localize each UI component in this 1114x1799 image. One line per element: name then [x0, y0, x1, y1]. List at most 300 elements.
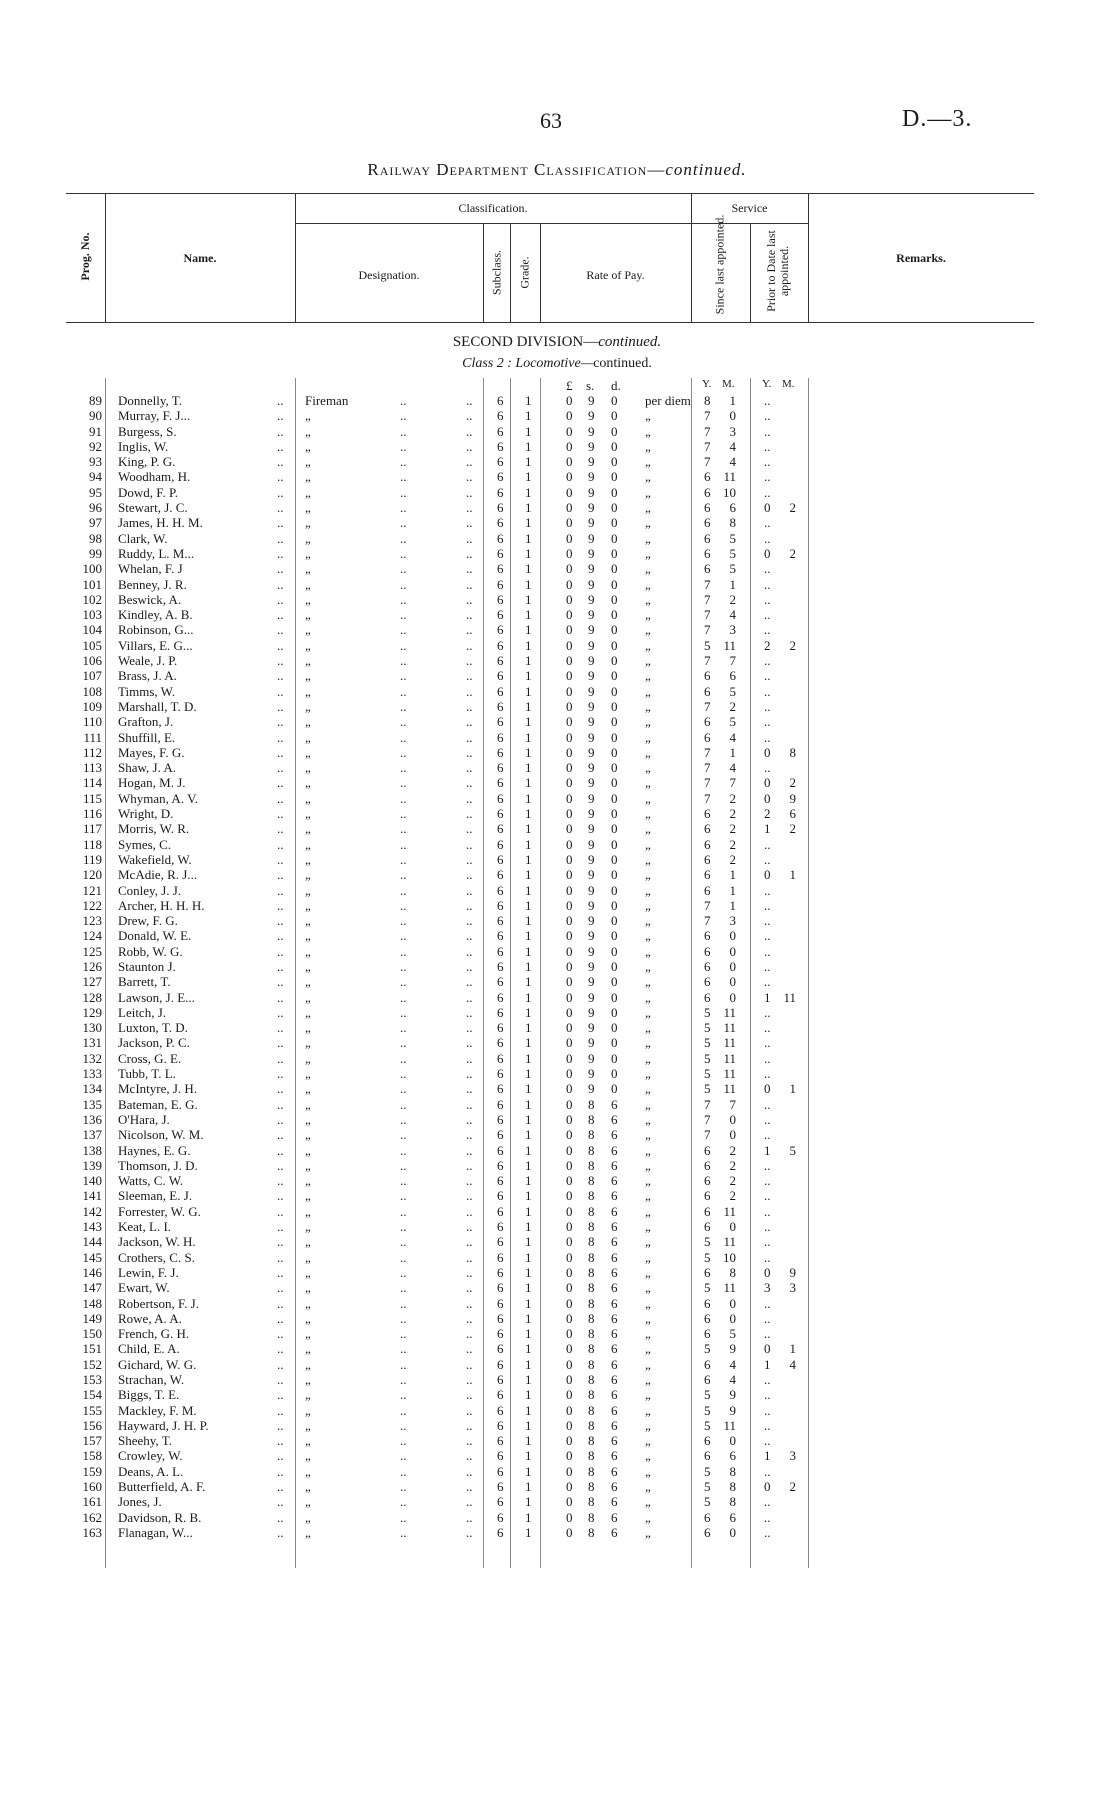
prog-no-cell: 163 — [82, 1524, 102, 1540]
shillings-cell: 8 — [588, 1356, 595, 1372]
name-cell: Butterfield, A. F. — [118, 1479, 206, 1495]
leader-dots: .. — [277, 913, 284, 929]
leader-dots: .. — [466, 760, 473, 776]
leader-dots: .. — [400, 1417, 407, 1433]
leader-dots: .. — [277, 1127, 284, 1143]
since-months-cell: 11 — [723, 637, 736, 653]
prog-no-cell: 89 — [89, 393, 102, 408]
pence-cell: 6 — [611, 1219, 618, 1235]
pence-cell: 6 — [611, 1127, 618, 1143]
since-years-cell: 7 — [704, 698, 711, 714]
prior-years-cell: 1 — [764, 1142, 771, 1158]
rate-period-cell: „ — [645, 775, 651, 791]
name-cell: Mackley, F. M. — [118, 1402, 197, 1418]
table-row — [0, 867, 1114, 882]
grade-cell: 1 — [525, 484, 532, 500]
since-years-cell: 6 — [704, 928, 711, 944]
pence-unit: d. — [611, 378, 621, 393]
leader-dots: .. — [466, 1004, 473, 1020]
header-bottom-rule — [66, 322, 1034, 323]
leader-dots: .. — [466, 836, 473, 852]
prior-years-cell: .. — [764, 530, 771, 546]
prog-no-cell: 161 — [82, 1494, 102, 1510]
name-cell: Stewart, J. C. — [118, 500, 188, 516]
designation-cell: „ — [305, 1035, 311, 1051]
since-years-cell: 5 — [704, 1341, 711, 1357]
leader-dots: .. — [466, 515, 473, 531]
rate-period-cell: „ — [645, 1479, 651, 1495]
since-years-cell: 5 — [704, 1035, 711, 1051]
designation-cell: „ — [305, 974, 311, 990]
since-months-cell: 8 — [729, 1479, 736, 1495]
prior-years-cell: 0 — [764, 1081, 771, 1097]
leader-dots: .. — [466, 408, 473, 424]
pence-cell: 0 — [611, 1081, 618, 1097]
designation-cell: „ — [305, 438, 311, 454]
designation-cell: „ — [305, 1050, 311, 1066]
shillings-cell: 8 — [588, 1387, 595, 1403]
pounds-cell: 0 — [566, 760, 573, 776]
grade-cell: 1 — [525, 851, 532, 867]
rate-period-cell: „ — [645, 989, 651, 1005]
name-cell: Hogan, M. J. — [118, 775, 186, 791]
designation-cell: „ — [305, 821, 311, 837]
table-row — [0, 500, 1114, 515]
rate-period-cell: „ — [645, 760, 651, 776]
designation-cell: „ — [305, 1509, 311, 1525]
designation-cell: „ — [305, 1219, 311, 1235]
pounds-cell: 0 — [566, 561, 573, 577]
leader-dots: .. — [466, 913, 473, 929]
prog-no-cell: 120 — [82, 867, 102, 883]
prior-years-cell: 0 — [764, 1341, 771, 1357]
shillings-cell: 9 — [588, 867, 595, 883]
rate-period-cell: „ — [645, 500, 651, 516]
prior-years-cell: .. — [764, 1387, 771, 1403]
prior-years-cell: 3 — [764, 1280, 771, 1296]
leader-dots: .. — [277, 591, 284, 607]
since-years-cell: 6 — [704, 974, 711, 990]
shillings-cell: 8 — [588, 1372, 595, 1387]
grade-cell: 1 — [525, 545, 532, 561]
rate-period-cell: „ — [645, 515, 651, 531]
leader-dots: .. — [400, 1050, 407, 1066]
leader-dots: .. — [466, 1494, 473, 1510]
since-years-cell: 6 — [704, 821, 711, 837]
grade-cell: 1 — [525, 576, 532, 592]
subclass-cell: 6 — [497, 1035, 504, 1051]
pence-cell: 0 — [611, 790, 618, 806]
grade-cell: 1 — [525, 1035, 532, 1051]
pence-cell: 6 — [611, 1234, 618, 1250]
subclass-cell: 6 — [497, 1004, 504, 1020]
since-months-cell: 2 — [729, 1142, 736, 1158]
rate-period-cell: „ — [645, 1310, 651, 1326]
subclass-cell: 6 — [497, 683, 504, 699]
since-months-cell: 0 — [729, 1433, 736, 1449]
name-cell: Rowe, A. A. — [118, 1310, 182, 1326]
leader-dots: .. — [466, 1020, 473, 1036]
since-years-cell: 8 — [704, 393, 711, 408]
prior-years-cell: .. — [764, 974, 771, 990]
leader-dots: .. — [277, 653, 284, 669]
since-years-cell: 5 — [704, 1020, 711, 1036]
prog-no-cell: 92 — [89, 438, 102, 454]
shillings-cell: 9 — [588, 576, 595, 592]
table-row — [0, 1005, 1114, 1020]
leader-dots: .. — [466, 1310, 473, 1326]
leader-dots: .. — [277, 561, 284, 577]
table-row — [0, 469, 1114, 484]
since-years-cell: 5 — [704, 1050, 711, 1066]
since-years-cell: 6 — [704, 1509, 711, 1525]
table-row — [0, 393, 1114, 408]
leader-dots: .. — [466, 1356, 473, 1372]
section-title — [0, 334, 1114, 351]
leader-dots: .. — [400, 760, 407, 776]
pence-cell: 6 — [611, 1157, 618, 1173]
prior-years-cell: .. — [764, 1127, 771, 1143]
prog-no-cell: 119 — [82, 851, 102, 867]
table-row — [0, 990, 1114, 1005]
prior-months-cell: 6 — [789, 806, 796, 822]
designation-cell: „ — [305, 1264, 311, 1280]
prior-years-cell: .. — [764, 1157, 771, 1173]
shillings-cell: 9 — [588, 653, 595, 669]
since-months-cell: 6 — [729, 1448, 736, 1464]
subclass-cell: 6 — [497, 1203, 504, 1219]
leader-dots: .. — [466, 576, 473, 592]
grade-cell: 1 — [525, 653, 532, 669]
shillings-cell: 9 — [588, 683, 595, 699]
prog-no-cell: 108 — [82, 683, 102, 699]
pounds-cell: 0 — [566, 729, 573, 745]
pounds-cell: 0 — [566, 1479, 573, 1495]
designation-cell: „ — [305, 500, 311, 516]
table-row — [0, 408, 1114, 423]
since-months-cell: 0 — [729, 1111, 736, 1127]
prior-years-cell: 0 — [764, 1479, 771, 1495]
header-top-rule — [66, 193, 1034, 194]
table-row — [0, 1326, 1114, 1341]
subclass-cell: 6 — [497, 591, 504, 607]
shillings-cell: 9 — [588, 637, 595, 653]
prior-months-cell: 3 — [789, 1448, 796, 1464]
designation-cell: „ — [305, 1020, 311, 1036]
months-unit: M. — [722, 378, 735, 390]
leader-dots: .. — [277, 469, 284, 485]
shillings-unit: s. — [586, 378, 595, 393]
prog-no-cell: 140 — [82, 1173, 102, 1189]
rate-period-cell: „ — [645, 928, 651, 944]
rate-period-cell: „ — [645, 1066, 651, 1082]
shillings-cell: 9 — [588, 1066, 595, 1082]
name-cell: Brass, J. A. — [118, 668, 177, 684]
leader-dots: .. — [277, 1448, 284, 1464]
pence-cell: 0 — [611, 821, 618, 837]
shillings-cell: 9 — [588, 515, 595, 531]
since-months-cell: 4 — [729, 729, 736, 745]
leader-dots: .. — [277, 882, 284, 898]
shillings-cell: 9 — [588, 958, 595, 974]
leader-dots: .. — [400, 622, 407, 638]
designation-cell: „ — [305, 622, 311, 638]
since-months-cell: 0 — [729, 958, 736, 974]
subclass-cell: 6 — [497, 760, 504, 776]
months-unit-2: M. — [782, 378, 795, 390]
prog-no-cell: 162 — [82, 1509, 102, 1525]
leader-dots: .. — [400, 943, 407, 959]
designation-cell: „ — [305, 1004, 311, 1020]
pence-cell: 0 — [611, 1066, 618, 1082]
rate-period-cell: „ — [645, 469, 651, 485]
pounds-cell: 0 — [566, 836, 573, 852]
name-cell: Symes, C. — [118, 836, 172, 852]
subclass-cell: 6 — [497, 1295, 504, 1311]
prog-no-cell: 158 — [82, 1448, 102, 1464]
grade-cell: 1 — [525, 1448, 532, 1464]
designation-cell: „ — [305, 1341, 311, 1357]
rate-period-cell: „ — [645, 1433, 651, 1449]
since-months-cell: 9 — [729, 1387, 736, 1403]
since-months-cell: 11 — [723, 1020, 736, 1036]
designation-cell: Fireman — [305, 393, 349, 408]
pence-cell: 0 — [611, 653, 618, 669]
rate-period-cell: „ — [645, 1188, 651, 1204]
pounds-cell: 0 — [566, 775, 573, 791]
leader-dots: .. — [466, 1402, 473, 1418]
prior-years-cell: 1 — [764, 1448, 771, 1464]
since-years-cell: 6 — [704, 1326, 711, 1342]
rate-period-cell: „ — [645, 1417, 651, 1433]
shillings-cell: 8 — [588, 1142, 595, 1158]
table-row — [0, 424, 1114, 439]
table-row — [0, 883, 1114, 898]
designation-cell: „ — [305, 1081, 311, 1097]
pounds-cell: 0 — [566, 821, 573, 837]
pounds-cell: 0 — [566, 1341, 573, 1357]
header-divider — [483, 223, 484, 322]
table-row — [0, 1234, 1114, 1249]
class-name: Locomotive— — [515, 356, 594, 371]
leader-dots: .. — [466, 1249, 473, 1265]
shillings-cell: 8 — [588, 1234, 595, 1250]
pounds-cell: 0 — [566, 1356, 573, 1372]
since-months-cell: 10 — [723, 484, 736, 500]
leader-dots: .. — [466, 1234, 473, 1250]
grade-cell: 1 — [525, 530, 532, 546]
leader-dots: .. — [400, 1310, 407, 1326]
prog-no-cell: 123 — [82, 913, 102, 929]
subclass-cell: 6 — [497, 1280, 504, 1296]
prior-years-cell: .. — [764, 1066, 771, 1082]
table-row — [0, 1494, 1114, 1509]
grade-cell: 1 — [525, 607, 532, 623]
pence-cell: 0 — [611, 637, 618, 653]
service-header: Service — [731, 201, 768, 215]
leader-dots: .. — [400, 821, 407, 837]
subclass-cell: 6 — [497, 897, 504, 913]
prog-no-cell: 113 — [82, 760, 102, 776]
pounds-cell: 0 — [566, 500, 573, 516]
grade-cell: 1 — [525, 438, 532, 454]
prior-years-cell: .. — [764, 1096, 771, 1112]
leader-dots: .. — [400, 469, 407, 485]
leader-dots: .. — [400, 1081, 407, 1097]
designation-cell: „ — [305, 515, 311, 531]
shillings-cell: 8 — [588, 1524, 595, 1540]
subclass-cell: 6 — [497, 545, 504, 561]
since-months-cell: 11 — [723, 469, 736, 485]
rate-period-cell: „ — [645, 1020, 651, 1036]
since-months-cell: 7 — [729, 775, 736, 791]
since-years-cell: 6 — [704, 1219, 711, 1235]
prog-no-cell: 132 — [82, 1050, 102, 1066]
leader-dots: .. — [466, 1417, 473, 1433]
subclass-cell: 6 — [497, 561, 504, 577]
since-months-cell: 0 — [729, 1310, 736, 1326]
leader-dots: .. — [466, 530, 473, 546]
prior-years-cell: .. — [764, 1524, 771, 1540]
designation-cell: „ — [305, 454, 311, 470]
grade-cell: 1 — [525, 806, 532, 822]
leader-dots: .. — [277, 1004, 284, 1020]
grade-cell: 1 — [525, 775, 532, 791]
grade-cell: 1 — [525, 760, 532, 776]
rate-period-cell: „ — [645, 1448, 651, 1464]
rate-period-cell: „ — [645, 637, 651, 653]
pence-cell: 0 — [611, 438, 618, 454]
prog-no-cell: 157 — [82, 1433, 102, 1449]
designation-cell: „ — [305, 1356, 311, 1372]
leader-dots: .. — [277, 836, 284, 852]
shillings-cell: 8 — [588, 1188, 595, 1204]
leader-dots: .. — [466, 1280, 473, 1296]
prior-months-cell: 1 — [789, 1341, 796, 1357]
grade-cell: 1 — [525, 1219, 532, 1235]
prior-years-cell: .. — [764, 683, 771, 699]
name-cell: Archer, H. H. H. — [118, 897, 205, 913]
since-years-cell: 5 — [704, 1249, 711, 1265]
leader-dots: .. — [400, 1264, 407, 1280]
name-cell: Kindley, A. B. — [118, 607, 193, 623]
subclass-cell: 6 — [497, 729, 504, 745]
prior-years-cell: .. — [764, 1020, 771, 1036]
prog-no-cell: 93 — [89, 454, 102, 470]
leader-dots: .. — [400, 851, 407, 867]
prog-no-cell: 149 — [82, 1310, 102, 1326]
since-months-cell: 2 — [729, 790, 736, 806]
leader-dots: .. — [466, 1448, 473, 1464]
table-row — [0, 515, 1114, 530]
name-cell: Deans, A. L. — [118, 1463, 184, 1479]
pence-cell: 0 — [611, 591, 618, 607]
pounds-cell: 0 — [566, 989, 573, 1005]
subclass-cell: 6 — [497, 454, 504, 470]
subclass-cell: 6 — [497, 1127, 504, 1143]
name-cell: Ewart, W. — [118, 1280, 170, 1296]
subclass-cell: 6 — [497, 1494, 504, 1510]
shillings-cell: 9 — [588, 438, 595, 454]
since-months-cell: 2 — [729, 836, 736, 852]
since-months-cell: 11 — [723, 1417, 736, 1433]
prog-no-cell: 150 — [82, 1326, 102, 1342]
prog-no-cell: 102 — [82, 591, 102, 607]
subclass-cell: 6 — [497, 1509, 504, 1525]
pence-cell: 6 — [611, 1433, 618, 1449]
pounds-cell: 0 — [566, 408, 573, 424]
table-row — [0, 730, 1114, 745]
since-last-appointed-header: Since last appointed. — [712, 214, 727, 315]
leader-dots: .. — [400, 775, 407, 791]
name-cell: Barrett, T. — [118, 974, 171, 990]
table-row — [0, 1448, 1114, 1463]
since-months-cell: 11 — [723, 1066, 736, 1082]
subclass-cell: 6 — [497, 484, 504, 500]
pence-cell: 0 — [611, 775, 618, 791]
designation-cell: „ — [305, 469, 311, 485]
grade-cell: 1 — [525, 729, 532, 745]
leader-dots: .. — [466, 1524, 473, 1540]
pounds-cell: 0 — [566, 1417, 573, 1433]
leader-dots: .. — [400, 958, 407, 974]
shillings-cell: 8 — [588, 1310, 595, 1326]
subclass-cell: 6 — [497, 1142, 504, 1158]
shillings-cell: 8 — [588, 1295, 595, 1311]
shillings-cell: 8 — [588, 1127, 595, 1143]
prog-no-cell: 126 — [82, 958, 102, 974]
pounds-cell: 0 — [566, 1004, 573, 1020]
prog-no-cell: 97 — [89, 515, 102, 531]
pounds-cell: 0 — [566, 454, 573, 470]
table-row — [0, 607, 1114, 622]
grade-cell: 1 — [525, 1096, 532, 1112]
rate-period-cell: „ — [645, 821, 651, 837]
subclass-cell: 6 — [497, 1249, 504, 1265]
prog-no-cell: 99 — [89, 545, 102, 561]
since-years-cell: 6 — [704, 729, 711, 745]
name-cell: Child, E. A. — [118, 1341, 180, 1357]
name-cell: Benney, J. R. — [118, 576, 187, 592]
designation-cell: „ — [305, 760, 311, 776]
subclass-cell: 6 — [497, 943, 504, 959]
pence-cell: 6 — [611, 1310, 618, 1326]
since-months-cell: 2 — [729, 591, 736, 607]
prog-no-cell: 154 — [82, 1387, 102, 1403]
grade-cell: 1 — [525, 591, 532, 607]
leader-dots: .. — [400, 882, 407, 898]
designation-cell: „ — [305, 1096, 311, 1112]
since-years-cell: 6 — [704, 867, 711, 883]
designation-cell: „ — [305, 836, 311, 852]
leader-dots: .. — [400, 653, 407, 669]
rate-period-cell: „ — [645, 545, 651, 561]
table-row — [0, 1035, 1114, 1050]
subclass-cell: 6 — [497, 775, 504, 791]
designation-cell: „ — [305, 1142, 311, 1158]
rate-period-cell: „ — [645, 668, 651, 684]
prior-months-cell: 9 — [789, 790, 796, 806]
rate-period-cell: „ — [645, 1509, 651, 1525]
leader-dots: .. — [400, 729, 407, 745]
shillings-cell: 9 — [588, 622, 595, 638]
shillings-cell: 9 — [588, 928, 595, 944]
table-row — [0, 485, 1114, 500]
rate-period-cell: „ — [645, 1356, 651, 1372]
grade-cell: 1 — [525, 821, 532, 837]
prog-no-cell: 117 — [82, 821, 102, 837]
shillings-cell: 8 — [588, 1111, 595, 1127]
